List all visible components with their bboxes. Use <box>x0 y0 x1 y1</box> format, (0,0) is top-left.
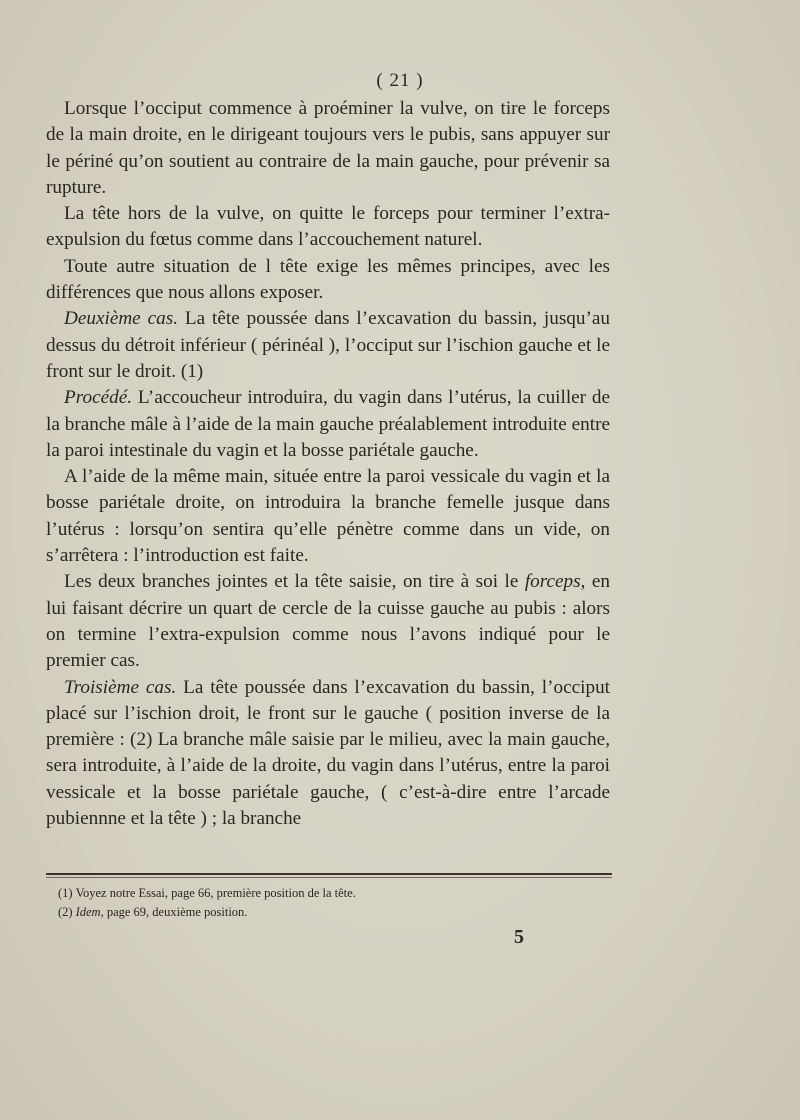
text-run: L’accoucheur introduira, du vagin dans l’utérus, la cuiller de la branche mâle à l’aide de la main gauche préalablement introduite entre la paroi intestinale du vagin et la bosse pariétale gauche. <box>46 387 610 461</box>
text-run: A l’aide de la même main, située entre la paroi vessicale du vagin et la bosse pariétale droite, on introduira la branche femelle jusque dans l’utérus : lorsqu’on sentira qu’elle pénètre comme dans un vide, on s’arrêtera : l’introduction est faite. <box>46 466 610 567</box>
text-run: La tête poussée dans l’excavation du bassin, jusqu’au dessus du détroit inférieur ( périnéal ), l’occiput sur l’ischion gauche et le front sur le droit. (1) <box>46 308 610 382</box>
footnote-mark: (2) <box>58 905 73 919</box>
footnote-mark: (1) <box>58 886 73 900</box>
paragraph <box>46 464 610 569</box>
paragraph <box>46 675 610 833</box>
paragraph <box>46 201 610 254</box>
footnote-text: Idem, page 69, deuxième position. <box>75 905 248 919</box>
paragraph <box>46 254 610 307</box>
text-run: , en lui faisant décrire un quart de cercle de la cuisse gauche au pubis : alors on termine l’extra-expulsion comme nous l’avons indiqué pour le premier cas. <box>46 571 610 672</box>
footnotes <box>58 884 598 922</box>
text-run: Lorsque l’occiput commence à proéminer la vulve, on tire le forceps de la main droite, en le dirigeant toujours vers le pubis, sans appuyer sur le périné qu’on soutient au contraire de la main gauche, pour prévenir sa rupture. <box>46 98 610 198</box>
italic-run: Procédé. <box>64 387 133 409</box>
footnote-rule <box>46 873 612 875</box>
text-run: La tête poussée dans l’excavation du bassin, l’occiput placé sur l’ischion droit, le front sur le gauche ( position inverse de la première : (2) La branche mâle saisie par le milieu, avec la main gauche, sera introduite, à l’aide de la droite, du vagin dans l’utérus, entre la paroi vessicale et la bosse pariétale gauche, ( c’est-à-dire entre l’arcade pubiennne et la tête ) ; la branche <box>46 676 611 830</box>
footnote-text: Voyez notre Essai, page 66, première position de la tête. <box>75 886 356 900</box>
footnote <box>58 903 598 922</box>
signature-mark: 5 <box>514 926 524 948</box>
text-run: La tête hors de la vulve, on quitte le forceps pour terminer l’extra-expulsion du fœtus comme dans l’accouchement naturel. <box>46 203 610 251</box>
paragraph <box>46 96 610 201</box>
italic-run: Troisième cas. <box>64 676 177 698</box>
paragraph <box>46 385 610 464</box>
footnote <box>58 884 598 903</box>
paragraph <box>46 569 610 674</box>
italic-run: Deuxième cas. <box>64 308 178 330</box>
text-run: Toute autre situation de l tête exige les mêmes principes, avec les différences que nous allons exposer. <box>46 255 610 304</box>
page-number: ( 21 ) <box>376 70 424 91</box>
text-run: Les deux branches jointes et la tête saisie, on tire à soi le <box>64 571 525 593</box>
footnote-rule-thin <box>46 877 612 878</box>
paragraph <box>46 306 610 385</box>
italic-run: forceps <box>524 571 581 593</box>
body-text <box>46 96 610 832</box>
